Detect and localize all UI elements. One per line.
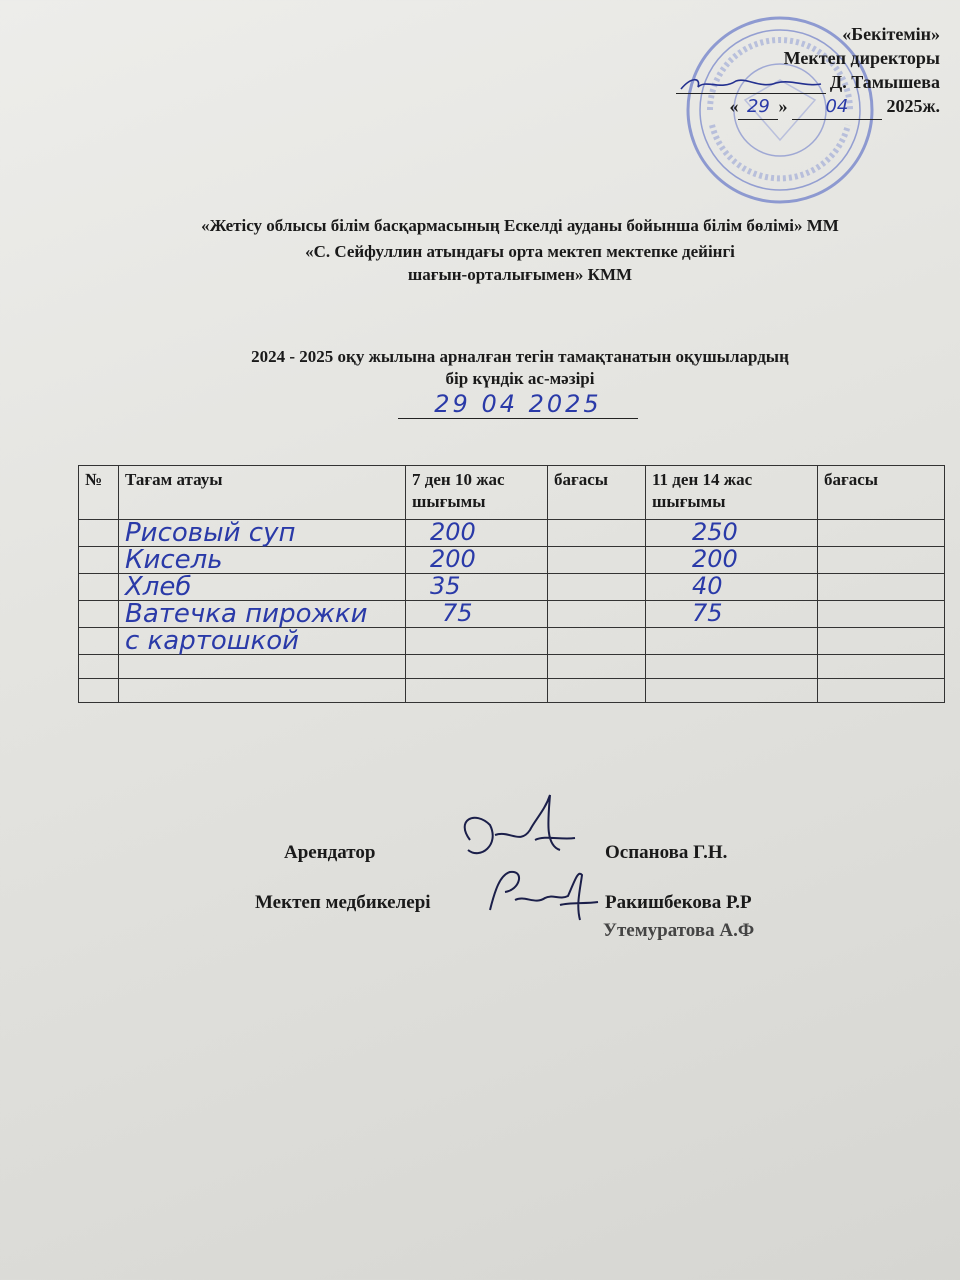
approval-title: «Бекітемін»	[842, 24, 940, 44]
nurse-label: Мектеп медбикелері	[255, 892, 431, 913]
tenant-name: Оспанова Г.Н.	[605, 842, 728, 863]
dish-name: Хлеб	[125, 572, 192, 602]
director-signature	[676, 75, 826, 93]
header-portion-7-10: 7 ден 10 жас шығымы	[406, 466, 548, 520]
portion-7-10: 35	[430, 572, 461, 600]
header-portion-11-14: 11 ден 14 жас шығымы	[646, 466, 818, 520]
nurse-signature	[480, 860, 600, 930]
table-row	[79, 547, 945, 574]
org-line-2: «С. Сейфуллин атындағы орта мектеп мектепке дейінгі	[305, 242, 735, 261]
portion-11-14: 200	[692, 545, 738, 573]
org-line-3: шағын-орталығымен» КММ	[407, 265, 633, 284]
table-row	[79, 520, 945, 547]
org-line-1: «Жетісу облысы білім басқармасының Ескелді ауданы бойынша білім бөлімі» ММ	[201, 216, 839, 235]
approval-year: 2025ж.	[886, 96, 940, 116]
menu-date: 29 04 2025	[398, 390, 638, 419]
nurse-name-2: Утемуратова А.Ф	[603, 920, 755, 941]
table-row	[79, 628, 945, 655]
director-name: Д. Тамышева	[829, 72, 940, 92]
table-row	[79, 601, 945, 628]
approval-month: 04	[792, 95, 882, 120]
header-price-1: бағасы	[548, 466, 646, 520]
nurse-name-1: Ракишбекова Р.Р	[605, 892, 752, 913]
dish-name: Кисель	[125, 545, 223, 575]
dish-name: с картошкой	[125, 626, 300, 656]
director-signature-line	[676, 75, 826, 94]
portion-7-10: 200	[430, 518, 476, 546]
menu-table	[78, 465, 945, 703]
tenant-label: Арендатор	[284, 842, 376, 863]
table-row	[79, 655, 945, 679]
header-price-2: бағасы	[818, 466, 945, 520]
portion-11-14: 75	[692, 599, 723, 627]
portion-11-14: 40	[692, 572, 723, 600]
header-number: №	[79, 466, 119, 520]
portion-7-10: 200	[430, 545, 476, 573]
approval-date: « 29 » 04 2025ж.	[676, 94, 940, 120]
dish-name: Рисовый суп	[125, 518, 296, 548]
director-role: Мектеп директоры	[783, 48, 940, 68]
table-header-row	[79, 466, 945, 520]
tenant-signature	[450, 790, 580, 870]
dish-name: Ватечка пирожки	[125, 599, 368, 629]
approval-block	[676, 22, 940, 120]
header-dish: Тағам атауы	[119, 466, 406, 520]
table-row	[79, 679, 945, 703]
menu-title-line-2: бір күндік ас-мәзірі	[445, 369, 595, 388]
approval-day: 29	[738, 95, 778, 120]
table-row	[79, 574, 945, 601]
portion-7-10: 75	[442, 599, 473, 627]
menu-title-line-1: 2024 - 2025 оқу жылына арналған тегін тамақтанатын оқушылардың	[251, 347, 789, 366]
portion-11-14: 250	[692, 518, 738, 546]
